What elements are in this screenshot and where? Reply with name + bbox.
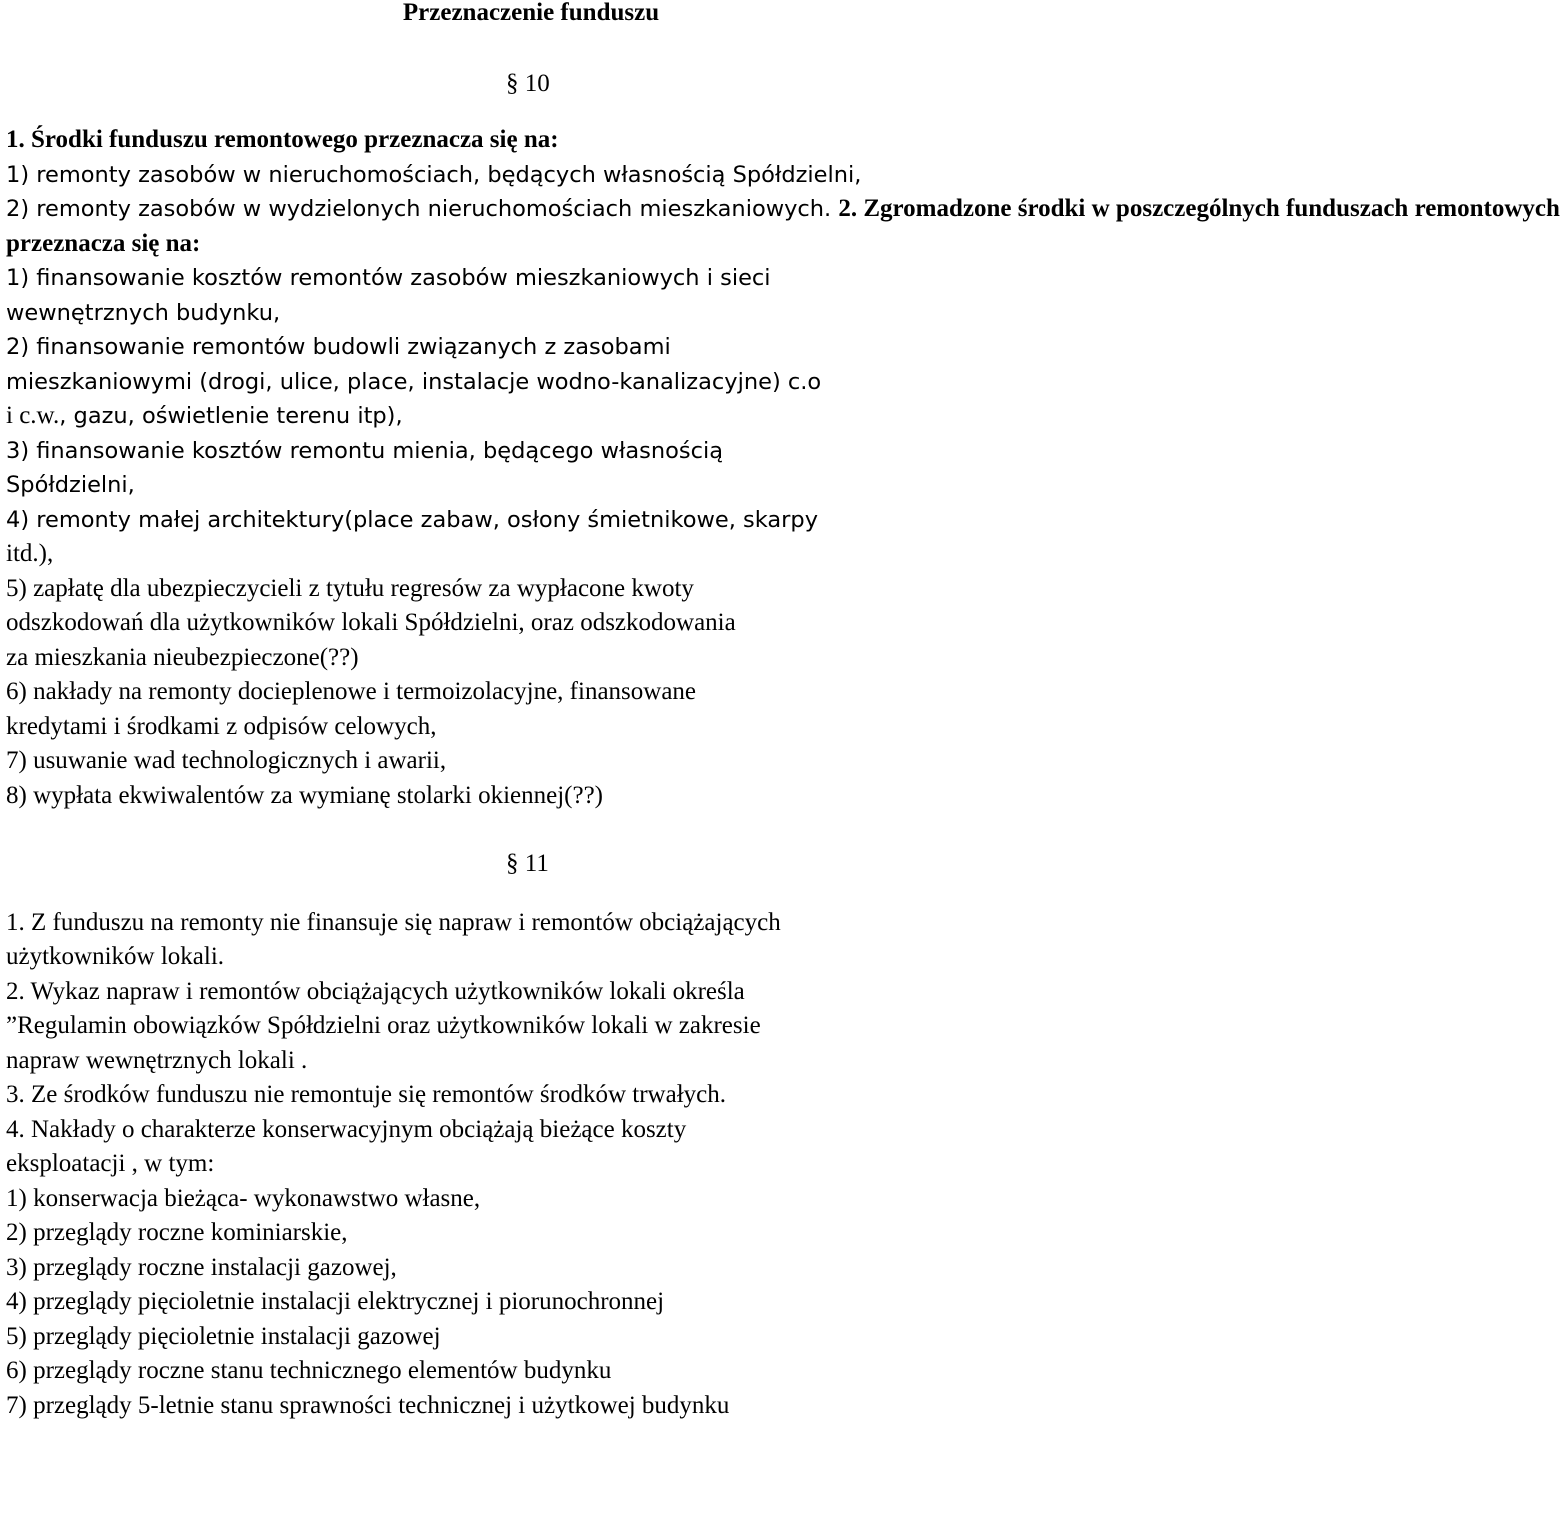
text-line [6,975,956,1010]
document-page [6,0,1560,1423]
text-line-content: 1) finansowanie kosztów remontów zasobów mieszkaniowych i sieci [6,265,771,291]
text-line-content: 7) przeglądy 5-letnie stanu sprawności technicznej i użytkowej budynku [6,1391,730,1419]
section-mark: § 11 [506,850,549,877]
text-line-content: 6) nakłady na remonty docieplenowe i termoizolacyjne, finansowane [6,678,697,705]
text-line-content: 2) przeglądy roczne kominiarskie, [6,1219,348,1246]
text-line [6,744,956,779]
text-line [6,906,956,941]
text-line [6,468,956,503]
text-line [6,261,956,296]
text-line [6,1216,956,1251]
section-mark: § 10 [506,69,550,97]
text-line-content: 2. Wykaz napraw i remontów obciążających użytkowników lokali określa [6,977,745,1005]
text-line [6,192,1560,227]
text-line-content: 3) przeglądy roczne instalacji gazowej, [6,1253,397,1281]
text-line-content: 4) remonty małej architektury(place zabaw, osłony śmietnikowe, skarpy [6,506,819,533]
text-line [6,1009,956,1044]
text-line [6,572,956,607]
text-line [6,940,956,975]
text-line-content: 1) remonty zasobów w nieruchomościach, będących własnością Spółdzielni, [6,161,862,188]
text-line [6,503,956,538]
text-line [6,641,956,676]
text-line-content: 4) przeglądy pięcioletnie instalacji elektrycznej i piorunochronnej [6,1288,665,1315]
text-line-content: kredytami i środkami z odpisów celowych, [6,712,437,740]
text-line-content: 1. Środki funduszu remontowego przeznacza się na: [6,126,559,153]
text-line-content: odszkodowań dla użytkowników lokali Spółdzielni, oraz odszkodowania [6,609,736,636]
text-line-content: 6) przeglądy roczne stanu technicznego elementów budynku [6,1357,612,1384]
text-line [6,1389,956,1424]
text-line-content: 2) remonty zasobów w wydzielonych nieruchomościach mieszkaniowych. [6,196,839,222]
text-line [6,1078,956,1113]
text-line-content: 3. Ze środków funduszu nie remontuje się remontów środków trwałych. [6,1081,726,1108]
text-line [6,123,956,158]
text-line-content: eksploatacji , w tym: [6,1150,215,1177]
text-line-content: za mieszkania nieubezpieczone(??) [6,643,359,671]
text-line [6,1251,956,1286]
text-line-content: 7) usuwanie wad technologicznych i awarii, [6,747,447,774]
text-line [6,1044,956,1079]
text-line-content: 8) wypłata ekwiwalentów za wymianę stolarki okiennej(??) [6,781,603,809]
text-line-content: przeznacza się na: [6,229,201,257]
text-line-continuation: 2. Zgromadzone środki w poszczególnych funduszach remontowych [838,195,1560,222]
text-line [6,296,956,331]
text-line [6,1113,956,1148]
text-line-content: 5) przeglądy pięcioletnie instalacji gazowej [6,1322,441,1350]
text-line-content: 5) zapłatę dla ubezpieczycieli z tytułu regresów za wypłacone kwoty [6,574,694,602]
text-line [6,1147,956,1182]
text-line-content: i c.w. [6,402,60,429]
text-line [6,710,956,745]
text-line-content: 3) finansowanie kosztów remontu mienia, będącego własnością [6,437,724,464]
text-line [6,399,956,434]
text-line-content: ”Regulamin obowiązków Spółdzielni oraz użytkowników lokali w zakresie [6,1012,761,1039]
text-line-content: mieszkaniowymi (drogi, ulice, place, instalacje wodno-kanalizacyjne) c.o [6,368,822,395]
text-line-content: napraw wewnętrznych lokali . [6,1046,308,1074]
text-line [6,606,956,641]
text-line-content: itd.), [6,540,54,567]
text-line-content: 2) finansowanie remontów budowli związanych z zasobami [6,334,671,360]
text-line [6,330,956,365]
text-line-content: 1. Z funduszu na remonty nie finansuje się napraw i remontów obciążających [6,908,781,936]
text-line-content: Spółdzielni, [6,472,135,498]
text-line-content: 1) konserwacja bieżąca- wykonawstwo własne, [6,1184,481,1212]
text-line [6,365,956,400]
text-line [6,1285,956,1320]
text-line-continuation: , gazu, oświetlenie terenu itp), [59,403,403,429]
text-line-content: użytkowników lokali. [6,943,225,970]
text-line [6,779,956,814]
text-line [6,434,956,469]
text-line [6,1320,956,1355]
text-line [6,675,956,710]
text-line-content: wewnętrznych budynku, [6,299,281,326]
text-line-content: 4. Nakłady o charakterze konserwacyjnym obciążają bieżące koszty [6,1115,687,1143]
text-line [6,1354,956,1389]
text-line [6,537,956,572]
text-line [6,1182,956,1217]
text-line [6,227,956,262]
document-body [6,67,1560,1424]
text-line [6,158,956,193]
page-title: Przeznaczenie funduszu [402,0,660,26]
